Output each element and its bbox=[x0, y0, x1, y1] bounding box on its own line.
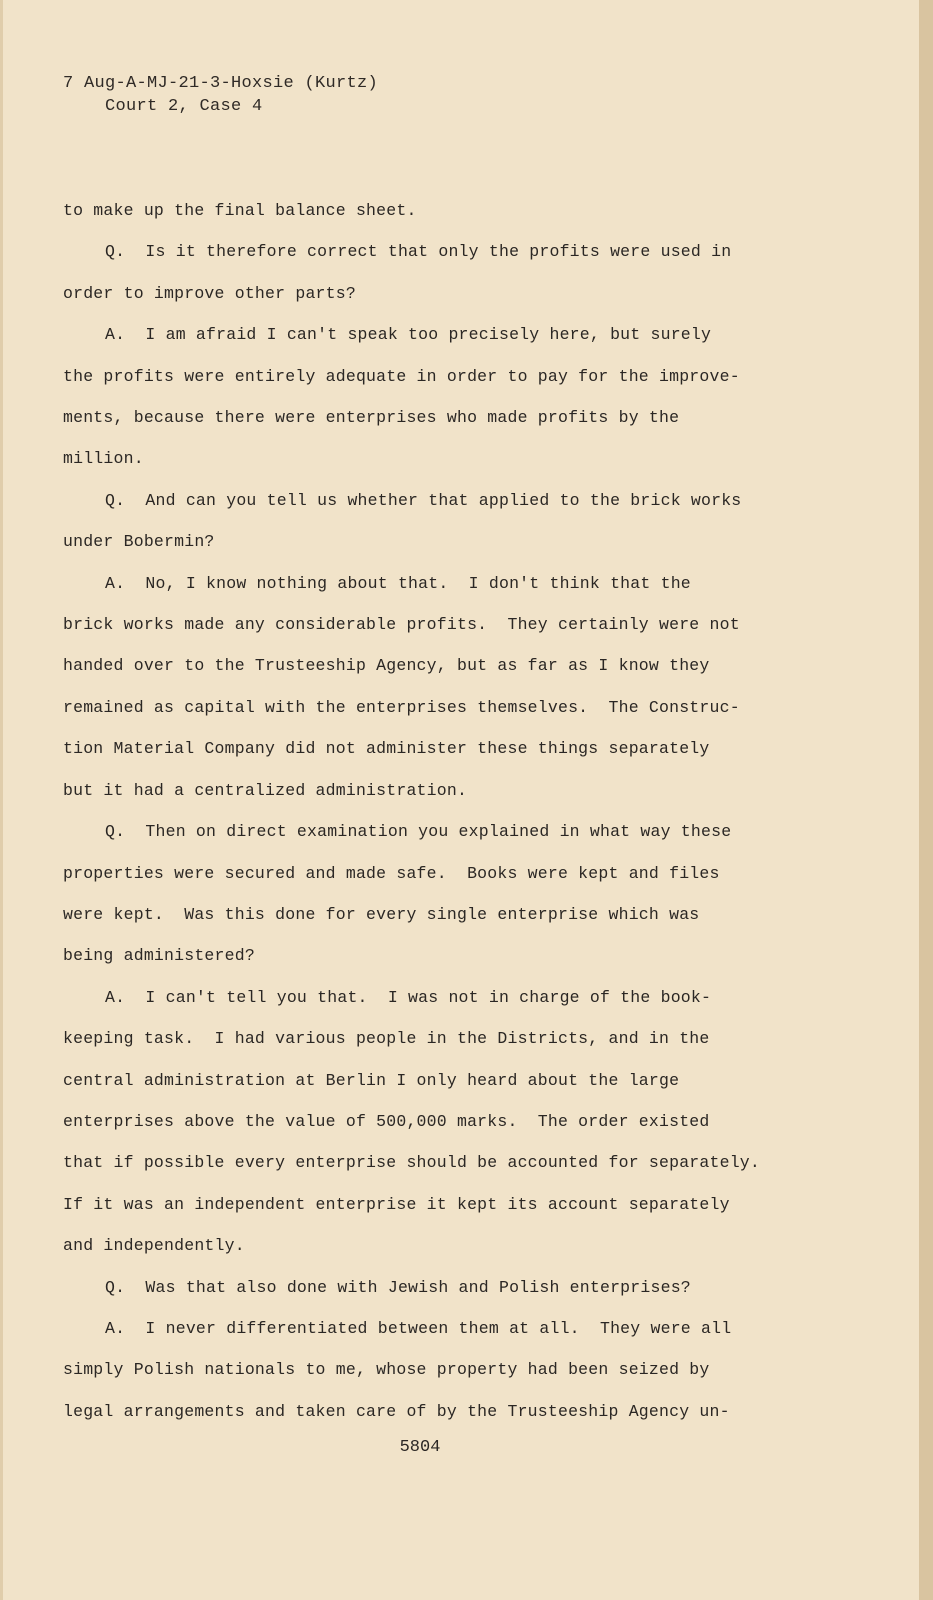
transcript-line: A. No, I know nothing about that. I don't think that the bbox=[105, 573, 691, 593]
transcript-line: tion Material Company did not administer these things separately bbox=[63, 739, 710, 759]
transcript-line: enterprises above the value of 500,000 marks. The order existed bbox=[63, 1111, 710, 1131]
transcript-line: A. I never differentiated between them at all. They were all bbox=[105, 1318, 732, 1338]
transcript-line: handed over to the Trusteeship Agency, but as far as I know they bbox=[63, 656, 710, 676]
transcript-line: Q. Then on direct examination you explained in what way these bbox=[105, 822, 732, 842]
transcript-line: were kept. Was this done for every single enterprise which was bbox=[63, 904, 700, 924]
transcript-line: Q. Is it therefore correct that only the profits were used in bbox=[105, 242, 732, 262]
transcript-line: ments, because there were enterprises who made profits by the bbox=[63, 408, 680, 428]
transcript-line: the profits were entirely adequate in order to pay for the improve- bbox=[63, 366, 740, 386]
transcript-line: that if possible every enterprise should be accounted for separately. bbox=[63, 1153, 761, 1173]
transcript-line: to make up the final balance sheet. bbox=[63, 201, 417, 220]
transcript-line: order to improve other parts? bbox=[63, 283, 356, 303]
paper-right-edge bbox=[919, 0, 933, 1600]
page-number: 5804 bbox=[399, 1438, 441, 1457]
transcript-line: legal arrangements and taken care of by the Trusteeship Agency un- bbox=[63, 1401, 730, 1421]
document-header bbox=[63, 72, 378, 118]
transcript-body bbox=[63, 190, 783, 1432]
transcript-line: being administered? bbox=[63, 946, 255, 966]
transcript-line: simply Polish nationals to me, whose property had been seized by bbox=[63, 1360, 710, 1380]
transcript-line: million. bbox=[63, 449, 144, 469]
transcript-line: If it was an independent enterprise it kept its account separately bbox=[63, 1194, 730, 1214]
header-court-case: Court 2, Case 4 bbox=[105, 97, 263, 116]
transcript-line: under Bobermin? bbox=[63, 532, 215, 552]
transcript-line: but it had a centralized administration. bbox=[63, 780, 468, 800]
transcript-line: Q. Was that also done with Jewish and Polish enterprises? bbox=[105, 1277, 691, 1297]
paper-left-edge bbox=[0, 0, 3, 1600]
transcript-line: keeping task. I had various people in the Districts, and in the bbox=[63, 1029, 710, 1049]
transcript-line: A. I am afraid I can't speak too precisely here, but surely bbox=[105, 325, 712, 345]
transcript-line: remained as capital with the enterprises themselves. The Construc- bbox=[63, 697, 740, 717]
transcript-line: Q. And can you tell us whether that applied to the brick works bbox=[105, 490, 742, 510]
header-reference: 7 Aug-A-MJ-21-3-Hoxsie (Kurtz) bbox=[63, 74, 379, 93]
transcript-line: brick works made any considerable profits. They certainly were not bbox=[63, 615, 740, 635]
transcript-line: A. I can't tell you that. I was not in charge of the book- bbox=[105, 987, 712, 1007]
transcript-line: and independently. bbox=[63, 1236, 245, 1256]
transcript-line: central administration at Berlin I only heard about the large bbox=[63, 1070, 680, 1090]
transcript-line: properties were secured and made safe. Books were kept and files bbox=[63, 863, 720, 883]
